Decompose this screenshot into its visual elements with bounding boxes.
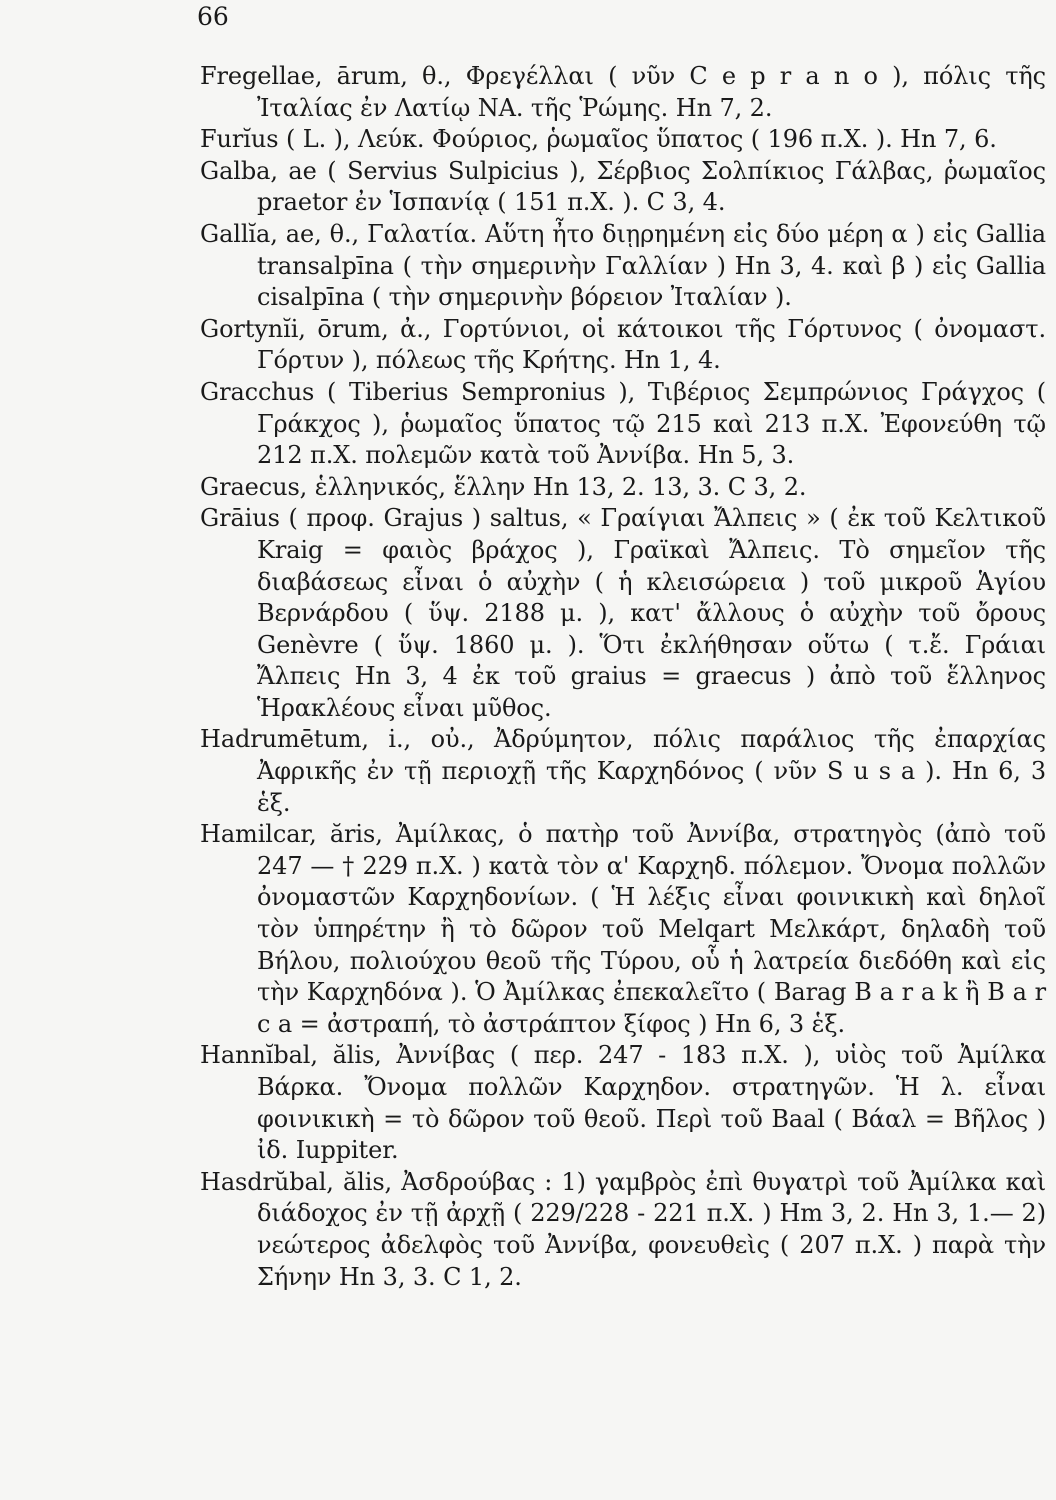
entry-text: ( Tiberius Sempronius ), Τιβέριος Σεμπρώνιος Γράγχος ( Γράκχος ), ῥωμαῖος ὕπατος τῷ 215 καὶ 213 π.Χ. Ἐφονεύθη τῷ 212 π.Χ. πολεμῶν κατὰ τοῦ Ἀννίβα. Hn 5, 3. <box>257 377 1046 470</box>
dictionary-entries <box>200 61 1046 1293</box>
entry-headword: Galba, <box>200 156 278 185</box>
entry-graius <box>200 503 1046 724</box>
entry-headword: Fregellae, <box>200 62 323 90</box>
entry-hamilcar <box>200 819 1046 1040</box>
entry-graecus <box>200 472 1046 504</box>
entry-text: ălis, Ἀννίβας ( περ. 247 - 183 π.Χ. ), υἱὸς τοῦ Ἀμίλκα Βάρκα. Ὄνομα πολλῶν Καρχηδον. στρατηγῶν. Ἡ λ. εἶναι φοινικικὴ = τὸ δῶρον τοῦ θεοῦ. Περὶ τοῦ Baal ( Βάαλ = Βῆλος ) ἰδ. Iuppiter. <box>257 1041 1046 1165</box>
entry-headword: Gortynĭi, <box>200 314 306 343</box>
entry-text: ārum, θ., Φρεγέλλαι ( νῦν C e p r a n o ), πόλις τῆς Ἰταλίας ἐν Λατίῳ ΝΑ. τῆς Ῥώμης. Hn 7, 2. <box>257 62 1046 122</box>
entry-text: ( προφ. Grajus ) saltus, « Γραίγιαι Ἄλπεις » ( ἐκ τοῦ Κελτικοῦ Kraig = φαιὸς βράχος ), Γραϊκαὶ Ἄλπεις. Τὸ σημεῖον τῆς διαβάσεως εἶναι ὁ αὐχὴν ( ἡ κλεισώρεια ) τοῦ μικροῦ Ἁγίου Βερνάρδου ( ὕψ. 2188 μ. ), κατ' ἄλλους ὁ αὐχὴν τοῦ ὄρους Genèvre ( ὕψ. 1860 μ. ). Ὅτι ἐκλήθησαν οὕτω ( τ.ἔ. Γράιαι Ἄλπεις Hn 3, 4 ἐκ τοῦ graius = graecus ) ἀπὸ τοῦ ἕλληνος Ἡρακλέους εἶναι μῦθος. <box>257 504 1046 722</box>
entry-furius <box>200 124 1046 156</box>
entry-text: ăris, Ἀμίλκας, ὁ πατὴρ τοῦ Ἀννίβα, στρατηγὸς (ἀπὸ τοῦ 247 — † 229 π.Χ. ) κατὰ τὸν α' Καρχηδ. πόλεμον. Ὄνομα πολλῶν ὀνομαστῶν Καρχηδονίων. ( Ἡ λέξις εἶναι φοινικικὴ καὶ δηλοῖ τὸν ὑπηρέτην ἢ τὸ δῶρον τοῦ Melqart Μελκάρτ, δηλαδὴ τοῦ Βήλου, πολιούχου θεοῦ τῆς Τύρου, οὗ ἡ λατρεία διεδόθη καὶ εἰς τὴν Καρχηδόνα ). Ὁ Ἀμίλκας ἐπεκαλεῖτο ( Barag B a r a k ἢ B a r c a = ἀστραπή, τὸ ἀστράπτον ξίφος ) Hn 6, 3 ἑξ. <box>257 820 1046 1038</box>
entry-text: i., οὐ., Ἀδρύμητον, πόλις παράλιος τῆς ἐπαρχίας Ἀφρικῆς ἐν τῇ περιοχῇ τῆς Καρχηδόνος ( νῦν S u s a ). Hn 6, 3 ἑξ. <box>257 725 1046 817</box>
entry-headword: Gracchus <box>200 377 315 406</box>
entry-text: ōrum, ἀ., Γορτύνιοι, οἱ κάτοικοι τῆς Γόρτυνος ( ὀνομαστ. Γόρτυν ), πόλεως τῆς Κρήτης. Hn 1, 4. <box>257 314 1046 375</box>
entry-headword: Hannĭbal, <box>200 1041 318 1070</box>
entry-hannibal <box>200 1040 1046 1166</box>
entry-gortynii <box>200 314 1046 377</box>
entry-fregellae <box>200 61 1046 124</box>
entry-galba <box>200 156 1046 219</box>
entry-text: ălis, Ἀσδρούβας : 1) γαμβρὸς ἐπὶ θυγατρὶ τοῦ Ἀμίλκα καὶ διάδοχος ἐν τῇ ἀρχῇ ( 229/228 - 221 π.Χ. ) Hm 3, 2. Hn 3, 1.— 2) νεώτερος ἀδελφὸς τοῦ Ἀννίβα, φονευθεὶς ( 207 π.Χ. ) παρὰ τὴν Σήνην Hn 3, 3. C 1, 2. <box>257 1167 1046 1291</box>
entry-text: ( L. ), Λεύκ. Φούριος, ῥωμαῖος ὕπατος ( 196 π.Χ. ). Hn 7, 6. <box>278 125 997 154</box>
entry-hasdrubal <box>200 1167 1046 1293</box>
entry-headword: Furĭus <box>200 125 279 154</box>
entry-headword: Hasdrŭbal, <box>200 1167 334 1196</box>
entry-headword: Gallĭa, <box>200 219 278 248</box>
entry-gracchus <box>200 377 1046 472</box>
entry-headword: Hadrumētum, <box>200 725 369 754</box>
page-number: 66 <box>197 2 229 31</box>
entry-gallia <box>200 219 1046 314</box>
entry-hadrumetum <box>200 724 1046 819</box>
entry-text: ae, θ., Γαλατία. Αὕτη ἦτο διῃρημένη εἰς δύο μέρη α ) εἰς Gallia transalpīna ( τὴν σημερινὴν Γαλλίαν ) Hn 3, 4. καὶ β ) εἰς Gallia cisalpīna ( τὴν σημερινὴν βόρειον Ἰταλίαν ). <box>257 219 1046 312</box>
entry-headword: Hamilcar, <box>200 820 317 849</box>
entry-text: ae ( Servius Sulpicius ), Σέρβιος Σολπίκιος Γάλβας, ῥωμαῖος praetor ἐν Ἱσπανίᾳ ( 151 π.Χ. ). C 3, 4. <box>257 156 1046 217</box>
entry-text: ἑλληνικός, ἕλλην Hn 13, 2. 13, 3. C 3, 2. <box>307 472 807 501</box>
entry-headword: Graecus, <box>200 472 308 501</box>
entry-headword: Grāius <box>200 504 280 533</box>
